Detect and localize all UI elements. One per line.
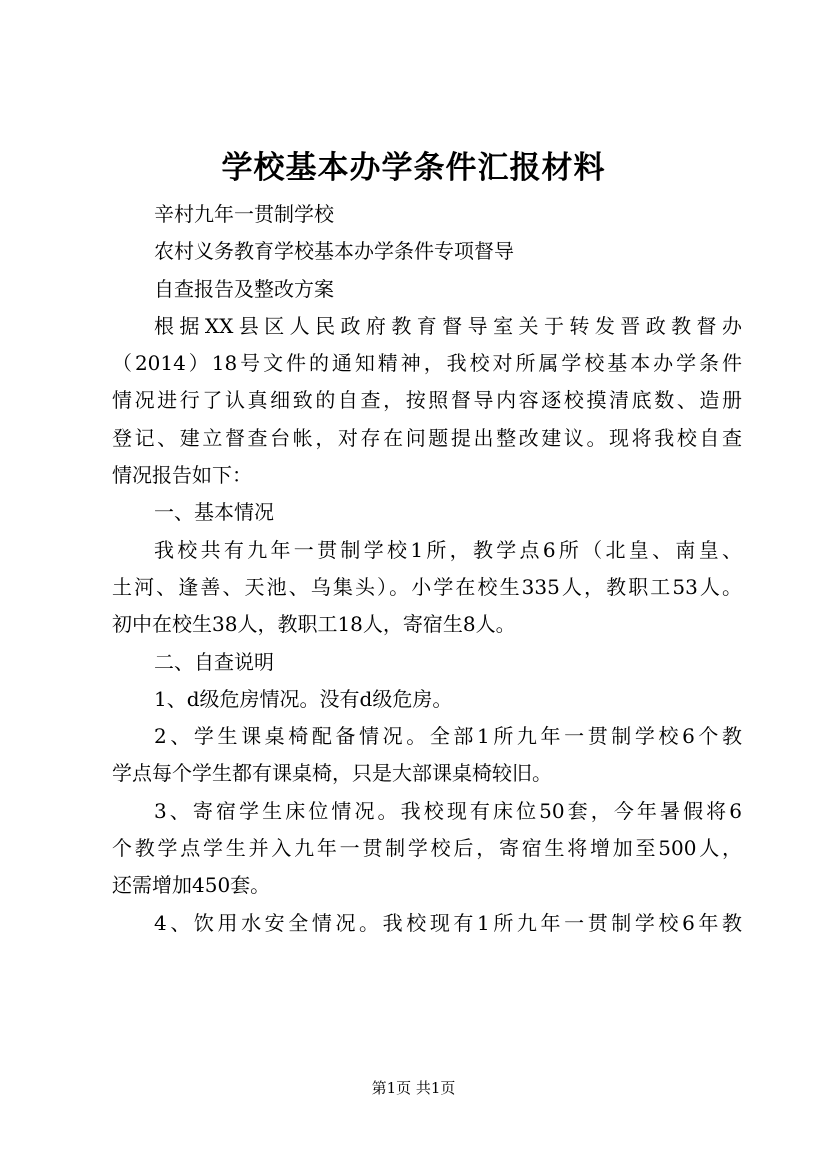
paragraph-line: 1、d级危房情况。没有d级危房。 <box>154 686 453 711</box>
paragraph-line: 2、学生课桌椅配备情况。全部1所九年一贯制学校6个教 <box>154 724 742 749</box>
paragraph-line: 辛村九年一贯制学校 <box>154 202 334 226</box>
paragraph-line: 登记、建立督查台帐，对存在问题提出整改建议。现将我校自查 <box>112 425 742 450</box>
paragraph-line: 我校共有九年一贯制学校1所，教学点6所（北皇、南皇、 <box>154 537 742 562</box>
paragraph-line: 情况报告如下： <box>112 463 252 488</box>
paragraph-line: 4、饮用水安全情况。我校现有1所九年一贯制学校6年教 <box>154 910 742 935</box>
section-heading: 一、基本情况 <box>154 500 274 525</box>
paragraph-line: 自查报告及整改方案 <box>154 276 334 301</box>
document-title: 学校基本办学条件汇报材料 <box>221 150 606 186</box>
paragraph-line: 农村义务教育学校基本办学条件专项督导 <box>154 239 514 264</box>
paragraph-line: 初中在校生38人，教职工18人，寄宿生8人。 <box>112 612 516 637</box>
section-heading: 二、自查说明 <box>154 649 274 674</box>
paragraph-line: 学点每个学生都有课桌椅，只是大部课桌椅较旧。 <box>112 761 552 786</box>
paragraph-line: 情况进行了认真细致的自查，按照督导内容逐校摸清底数、造册 <box>112 388 742 413</box>
paragraph-line: 还需增加450套。 <box>112 873 271 898</box>
page-footer: 第1页 共1页 <box>371 1079 456 1097</box>
paragraph-line: 个教学点学生并入九年一贯制学校后，寄宿生将增加至500人， <box>112 836 742 861</box>
paragraph-line: （2014）18号文件的通知精神，我校对所属学校基本办学条件 <box>112 351 742 376</box>
paragraph-line: 3、寄宿学生床位情况。我校现有床位50套，今年暑假将6 <box>154 798 742 823</box>
paragraph-line: 土河、逢善、天池、乌集头）。小学在校生335人，教职工53人。 <box>112 574 742 599</box>
paragraph-line: 根据XX县区人民政府教育督导室关于转发晋政教督办 <box>154 313 742 338</box>
document-body <box>112 196 742 942</box>
